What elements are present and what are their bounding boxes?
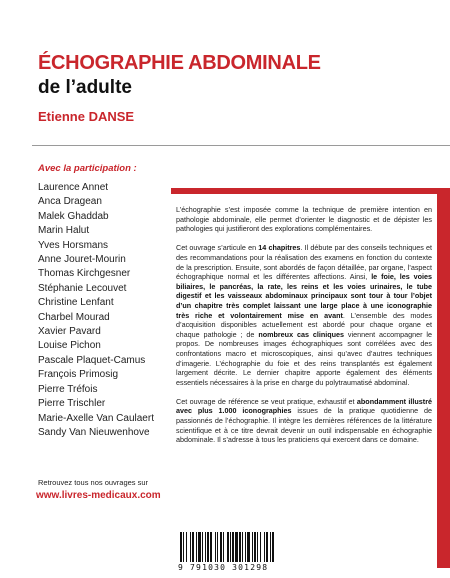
- participant-name: Marie-Axelle Van Caulaert: [38, 412, 154, 424]
- barcode-bars: [176, 532, 294, 562]
- participant-name: Malek Ghaddab: [38, 210, 109, 222]
- barcode-bar: [235, 532, 238, 562]
- emphasis-text: abondamment illustré avec plus 1.000 iconographies: [176, 396, 432, 416]
- barcode-bar: [260, 532, 261, 562]
- barcode-bar: [210, 532, 212, 562]
- barcode-bar: [272, 532, 274, 562]
- barcode-bar: [217, 532, 218, 562]
- barcode-bar: [180, 532, 182, 562]
- book-author: Etienne DANSE: [38, 109, 135, 124]
- description-paragraph-reference: [176, 397, 432, 445]
- barcode-number: 9 791030 301298: [178, 563, 269, 572]
- participant-name: Laurence Annet: [38, 182, 109, 193]
- body-text: viennent accompagner le propos. De nombreuses images échographiques sont corrélées avec des confrontations macro et microscopiques, ainsi qu’avec d’autres techniques d’imagerie. L’échographie du foie et des reins transplantés est également largement décrite. Le dernier chapitre apporte également des éléments essentiels nécessaires à la prise en charge du polytraumatisé abdominal.: [176, 329, 433, 387]
- participant-name: François Primosig: [38, 369, 119, 381]
- barcode-bar: [205, 532, 206, 562]
- barcode-bar: [183, 532, 184, 562]
- publisher-note: Retrouvez tous nos ouvrages sur: [38, 478, 149, 487]
- emphasis-text: le foie, les voies biliaires, le pancréas, la rate, les reins et les voies urinaires, le tube digestif et les vaisseaux abdominaux principaux sont tour à tour l’objet d’un chapitre très complet laissant une large place à une iconographie très riche et volontairement mise en avant: [176, 272, 432, 320]
- barcode-bar: [202, 532, 203, 562]
- barcode-bar: [270, 532, 271, 562]
- barcode-bar: [220, 532, 222, 562]
- header-divider: [32, 145, 450, 146]
- barcode-bar: [196, 532, 197, 562]
- description-paragraph-contents: [176, 243, 432, 387]
- participant-name: Sandy Van Nieuwenhove: [38, 426, 150, 438]
- barcode-bar: [207, 532, 209, 562]
- barcode-bar: [223, 532, 224, 562]
- body-text: . L’ensemble des modes d’acquisition disponibles actuellement est abordé pour chaque organe et chaque pathologie ; de: [176, 310, 432, 339]
- barcode-bar: [266, 532, 268, 562]
- barcode-bar: [257, 532, 258, 562]
- barcode-bar: [230, 532, 231, 562]
- barcode-bar: [186, 532, 187, 562]
- body-text: Cet ouvrage s’articule en: [176, 243, 259, 253]
- participant-name: Stéphanie Lecouvet: [38, 282, 127, 294]
- description-paragraph-intro: [176, 205, 432, 234]
- barcode-bar: [215, 532, 216, 562]
- emphasis-text: nombreux cas cliniques: [258, 329, 345, 339]
- barcode-bar: [239, 532, 241, 562]
- barcode-bar: [232, 532, 234, 562]
- participant-name: Anne Jouret-Mourin: [38, 254, 126, 266]
- barcode-bar: [245, 532, 246, 562]
- body-text: . Il débute par des conseils techniques et des recommandations pour la réalisation des examens en fonction du contexte de la prescription. Ensuite, sont abordés de façon détaillée, par organe, l’aspect échographique normal et les différentes affections. Ainsi,: [176, 243, 432, 282]
- participant-name: Anca Dragean: [38, 196, 102, 208]
- participant-name: Pierre Tréfois: [38, 383, 98, 395]
- body-text: Cet ouvrage de référence se veut pratique, exhaustif et: [176, 396, 357, 406]
- barcode-bar: [192, 532, 194, 562]
- body-text: issues de la pratique quotidienne de passionnés de l’échographie. Il intègre les dernières références de la littérature scientifique et à ce titre devrait devenir un outil indispensable en échographie abdominale. Il s’adresse à tous les praticiens qui exercent dans ce domaine.: [176, 406, 432, 445]
- participant-name: Pascale Plaquet-Camus: [38, 354, 146, 366]
- participant-name: Marin Halut: [38, 225, 90, 237]
- participant-name: Charbel Mourad: [38, 311, 110, 323]
- book-title: ÉCHOGRAPHIE ABDOMINALE: [38, 52, 321, 74]
- publisher-url: www.livres-medicaux.com: [36, 490, 161, 501]
- body-text: L’échographie s’est imposée comme la technique de première intention en pathologie abdominale, elle permet d’orienter le diagnostic et de dépister les pathologies qui justifieront des explorations complémentaires.: [176, 205, 432, 234]
- participant-name: Yves Horsmans: [38, 239, 109, 251]
- participant-name: Christine Lenfant: [38, 297, 114, 309]
- description-text: [176, 205, 432, 454]
- participant-name: Xavier Pavard: [38, 326, 101, 338]
- barcode-bar: [264, 532, 265, 562]
- participant-name: Louise Pichon: [38, 340, 101, 352]
- barcode-bar: [247, 532, 250, 562]
- participant-list: [38, 181, 154, 440]
- participant-name: Thomas Kirchgesner: [38, 268, 131, 280]
- barcode-bar: [190, 532, 191, 562]
- barcode-bar: [242, 532, 243, 562]
- participation-heading: Avec la participation :: [38, 163, 137, 174]
- barcode: [176, 532, 294, 572]
- emphasis-text: 14 chapitres: [258, 243, 301, 253]
- participant-name: Pierre Trischler: [38, 398, 106, 410]
- book-subtitle: de l’adulte: [38, 77, 132, 98]
- barcode-bar: [252, 532, 253, 562]
- barcode-bar: [227, 532, 229, 562]
- barcode-bar: [198, 532, 201, 562]
- barcode-bar: [254, 532, 256, 562]
